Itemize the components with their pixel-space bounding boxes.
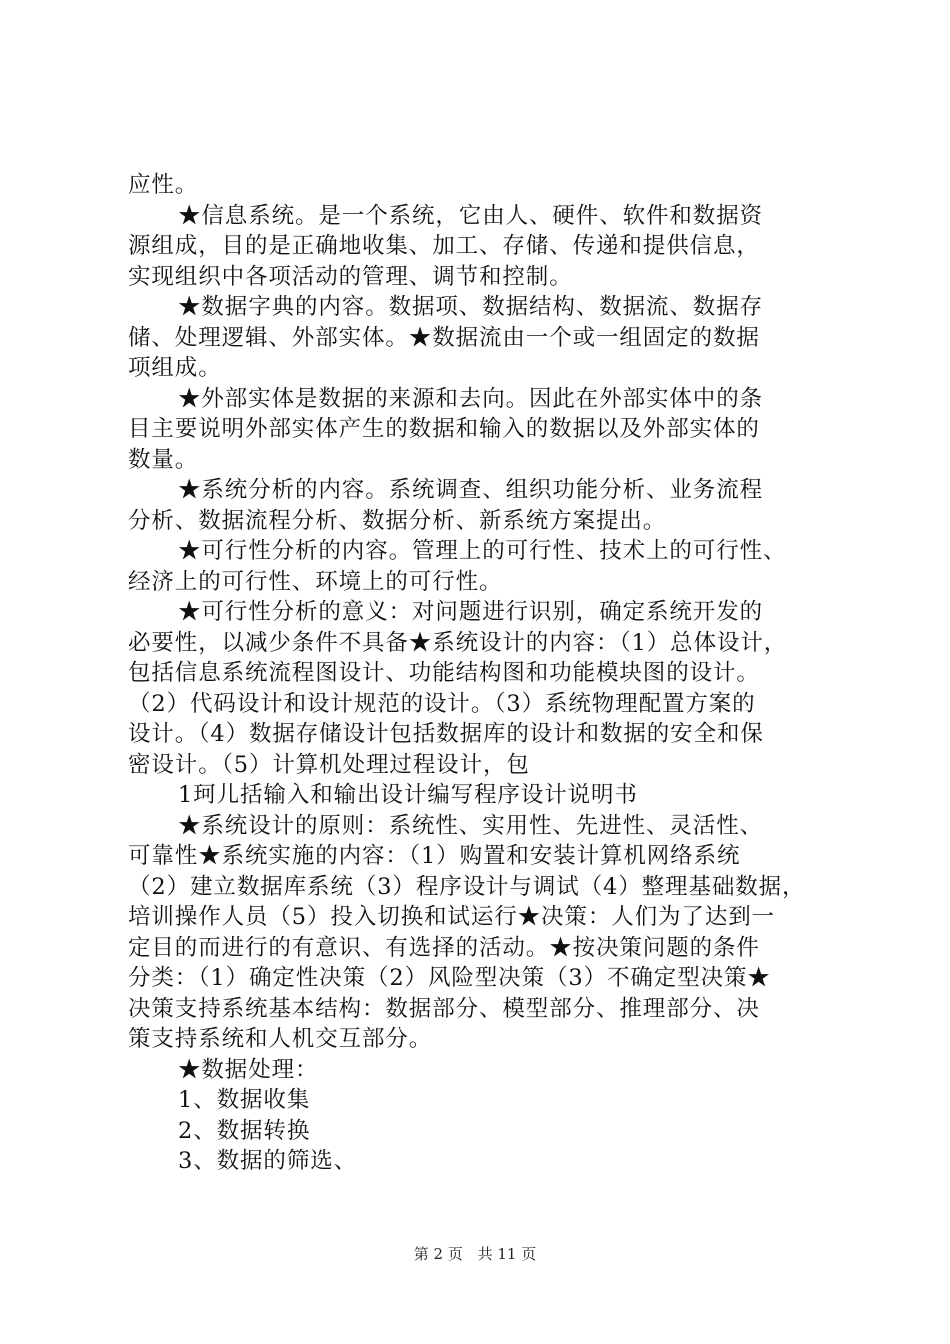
text-line: ★外部实体是数据的来源和去向。因此在外部实体中的条: [178, 385, 764, 412]
text-line: ★可行性分析的内容。管理上的可行性、技术上的可行性、: [178, 538, 787, 564]
text-line: （2）代码设计和设计规范的设计。（3）系统物理配置方案的: [128, 690, 756, 717]
text-line: ★系统设计的原则：系统性、实用性、先进性、灵活性、: [178, 812, 764, 839]
text-line: 3、数据的筛选、: [178, 1148, 358, 1174]
text-line: 源组成，目的是正确地收集、加工、存储、传递和提供信息，: [128, 233, 760, 259]
text-line: 必要性，以减少条件不具备★系统设计的内容：（1）总体设计，: [128, 629, 788, 656]
text-line: 培训操作人员（5）投入切换和试运行★决策：人们为了达到一: [128, 904, 776, 930]
text-line: ★信息系统。是一个系统，它由人、硬件、软件和数据资: [178, 202, 764, 229]
text-line: 实现组织中各项活动的管理、调节和控制。: [128, 263, 573, 290]
text-line: 密设计。（5）计算机处理过程设计，包: [128, 751, 530, 778]
text-line: 应性。: [128, 172, 199, 198]
text-line: 目主要说明外部实体产生的数据和输入的数据以及外部实体的: [128, 416, 760, 442]
text-line: 1、数据收集: [178, 1087, 311, 1113]
text-line: 项组成。: [128, 355, 222, 381]
text-line: 可靠性★系统实施的内容：（1）购置和安装计算机网络系统: [128, 843, 741, 869]
text-line: 决策支持系统基本结构：数据部分、模型部分、推理部分、决: [128, 995, 760, 1022]
page-footer: [0, 1243, 950, 1264]
text-line: 经济上的可行性、环境上的可行性。: [128, 568, 503, 595]
text-line: ★数据字典的内容。数据项、数据结构、数据流、数据存: [178, 294, 764, 320]
text-line: 策支持系统和人机交互部分。: [128, 1026, 433, 1052]
text-line: 设计。（4）数据存储设计包括数据库的设计和数据的安全和保: [128, 721, 764, 747]
text-line: 包括信息系统流程图设计、功能结构图和功能模块图的设计。: [128, 660, 760, 686]
text-line: 分析、数据流程分析、数据分析、新系统方案提出。: [128, 507, 667, 534]
text-line: ★系统分析的内容。系统调查、组织功能分析、业务流程: [178, 477, 764, 503]
page-number: 第 2 页: [413, 1245, 463, 1263]
text-line: 分类：（1）确定性决策（2）风险型决策（3）不确定型决策★: [128, 965, 771, 991]
text-line: 1珂儿括输入和输出设计编写程序设计说明书: [178, 782, 638, 808]
text-line: （2）建立数据库系统（3）程序设计与调试（4）整理基础数据，: [128, 873, 806, 900]
text-line: 数量。: [128, 446, 199, 473]
text-line: ★数据处理：: [178, 1056, 319, 1083]
text-line: 2、数据转换: [178, 1117, 311, 1144]
text-line: 定目的而进行的有意识、有选择的活动。★按决策问题的条件: [128, 934, 760, 961]
text-line: ★可行性分析的意义：对问题进行识别，确定系统开发的: [178, 599, 764, 625]
document-body: [128, 170, 832, 1177]
page-total: 共 11 页: [477, 1245, 537, 1263]
text-line: 储、处理逻辑、外部实体。★数据流由一个或一组固定的数据: [128, 324, 760, 351]
